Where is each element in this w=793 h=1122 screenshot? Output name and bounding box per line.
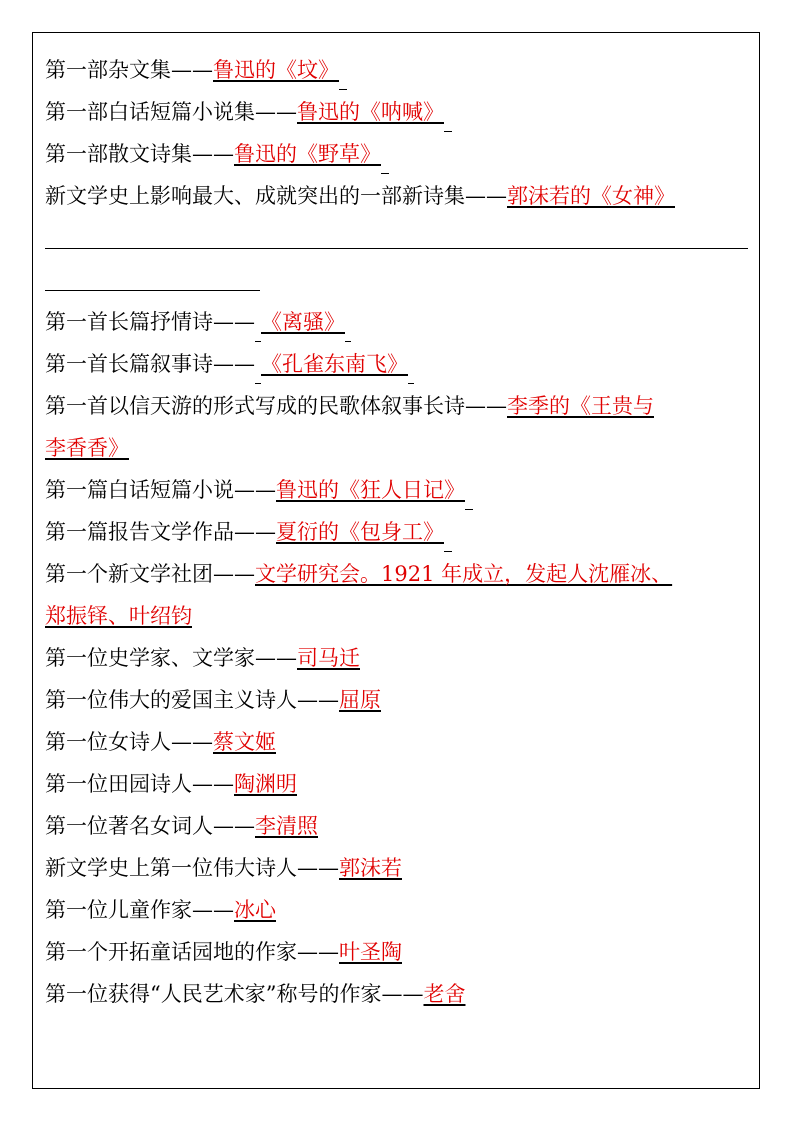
- question-text: 第一首长篇抒情诗——: [45, 310, 255, 334]
- entry-first-female-poet: [45, 722, 276, 762]
- question-text: 第一部白话短篇小说集——: [45, 100, 297, 124]
- answer-blank: [465, 481, 473, 510]
- entry-first-great-new-poet: [45, 848, 402, 888]
- question-text: 第一篇白话短篇小说——: [45, 478, 276, 502]
- entry-first-female-ci-poet: [45, 806, 318, 846]
- question-text: 第一位著名女词人——: [45, 814, 255, 838]
- answer-text: 郭沫若的《女神》: [507, 184, 675, 208]
- entry-first-pastoral-poet: [45, 764, 297, 804]
- answer-blank-line: [45, 290, 260, 291]
- question-text: 第一位田园诗人——: [45, 772, 234, 796]
- answer-text: 李清照: [255, 814, 318, 838]
- entry-most-influential-new-poetry: [45, 176, 675, 216]
- answer-text: 鲁迅的《狂人日记》: [276, 478, 465, 502]
- answer-text: 屈原: [339, 688, 381, 712]
- answer-text: 老舍: [423, 982, 466, 1006]
- entry-first-xintianyou-ballad: [45, 386, 654, 426]
- answer-blank: [381, 145, 389, 174]
- answer-blank: [444, 103, 452, 132]
- question-text: 第一篇报告文学作品——: [45, 520, 276, 544]
- question-text: 第一位伟大的爱国主义诗人——: [45, 688, 339, 712]
- question-text: 第一部散文诗集——: [45, 142, 234, 166]
- answer-blank: [444, 523, 452, 552]
- answer-text: 叶圣陶: [339, 940, 402, 964]
- answer-blank: [408, 355, 414, 384]
- answer-text: 李季的《王贵与: [507, 394, 654, 418]
- answer-text: 司马迁: [297, 646, 360, 670]
- question-text: 第一首以信天游的形式写成的民歌体叙事长诗——: [45, 394, 507, 418]
- entry-first-reportage: [45, 512, 452, 552]
- question-text: 第一位史学家、文学家——: [45, 646, 297, 670]
- entry-first-fairy-tale-writer: [45, 932, 402, 972]
- question-text: 新文学史上影响最大、成就突出的一部新诗集——: [45, 184, 507, 208]
- entry-first-short-story-collection: [45, 92, 452, 132]
- entry-first-patriotic-poet: [45, 680, 381, 720]
- answer-text: 文学研究会。1921 年成立，发起人沈雁冰、: [255, 562, 673, 586]
- entry-first-historian: [45, 638, 360, 678]
- question-text: 第一位女诗人——: [45, 730, 213, 754]
- question-text: 第一个新文学社团——: [45, 562, 255, 586]
- entry-first-long-lyric-poem: [45, 302, 351, 342]
- answer-blank: [339, 61, 347, 90]
- entry-first-children-writer: [45, 890, 276, 930]
- entry-first-literary-society: [45, 554, 672, 594]
- answer-text: 郑振铎、叶绍钧: [45, 604, 192, 628]
- answer-text: 李香香》: [45, 436, 129, 460]
- entry-first-xintianyou-ballad-cont: [45, 428, 129, 468]
- entry-first-long-narrative-poem: [45, 344, 414, 384]
- answer-blank-line: [45, 248, 748, 249]
- question-text: 第一部杂文集——: [45, 58, 213, 82]
- entry-first-peoples-artist: [45, 974, 465, 1014]
- answer-text: 鲁迅的《呐喊》: [297, 100, 444, 124]
- entry-first-vernacular-short-story: [45, 470, 473, 510]
- answer-text: 《离骚》: [261, 310, 345, 334]
- answer-text: 《孔雀东南飞》: [261, 352, 408, 376]
- answer-text: 鲁迅的《野草》: [234, 142, 381, 166]
- question-text: 第一首长篇叙事诗——: [45, 352, 255, 376]
- answer-text: 夏衍的《包身工》: [276, 520, 444, 544]
- question-text: 第一位儿童作家——: [45, 898, 234, 922]
- answer-blank: [345, 313, 351, 342]
- question-text: 第一位获得“人民艺术家”称号的作家——: [45, 982, 424, 1006]
- answer-text: 蔡文姬: [213, 730, 276, 754]
- entry-first-essay-collection: [45, 50, 347, 90]
- entry-first-literary-society-cont: [45, 596, 192, 636]
- answer-text: 鲁迅的《坟》: [213, 58, 339, 82]
- question-text: 新文学史上第一位伟大诗人——: [45, 856, 339, 880]
- question-text: 第一个开拓童话园地的作家——: [45, 940, 339, 964]
- entry-first-prose-poem-collection: [45, 134, 389, 174]
- answer-text: 郭沫若: [339, 856, 402, 880]
- answer-text: 陶渊明: [234, 772, 297, 796]
- answer-text: 冰心: [234, 898, 276, 922]
